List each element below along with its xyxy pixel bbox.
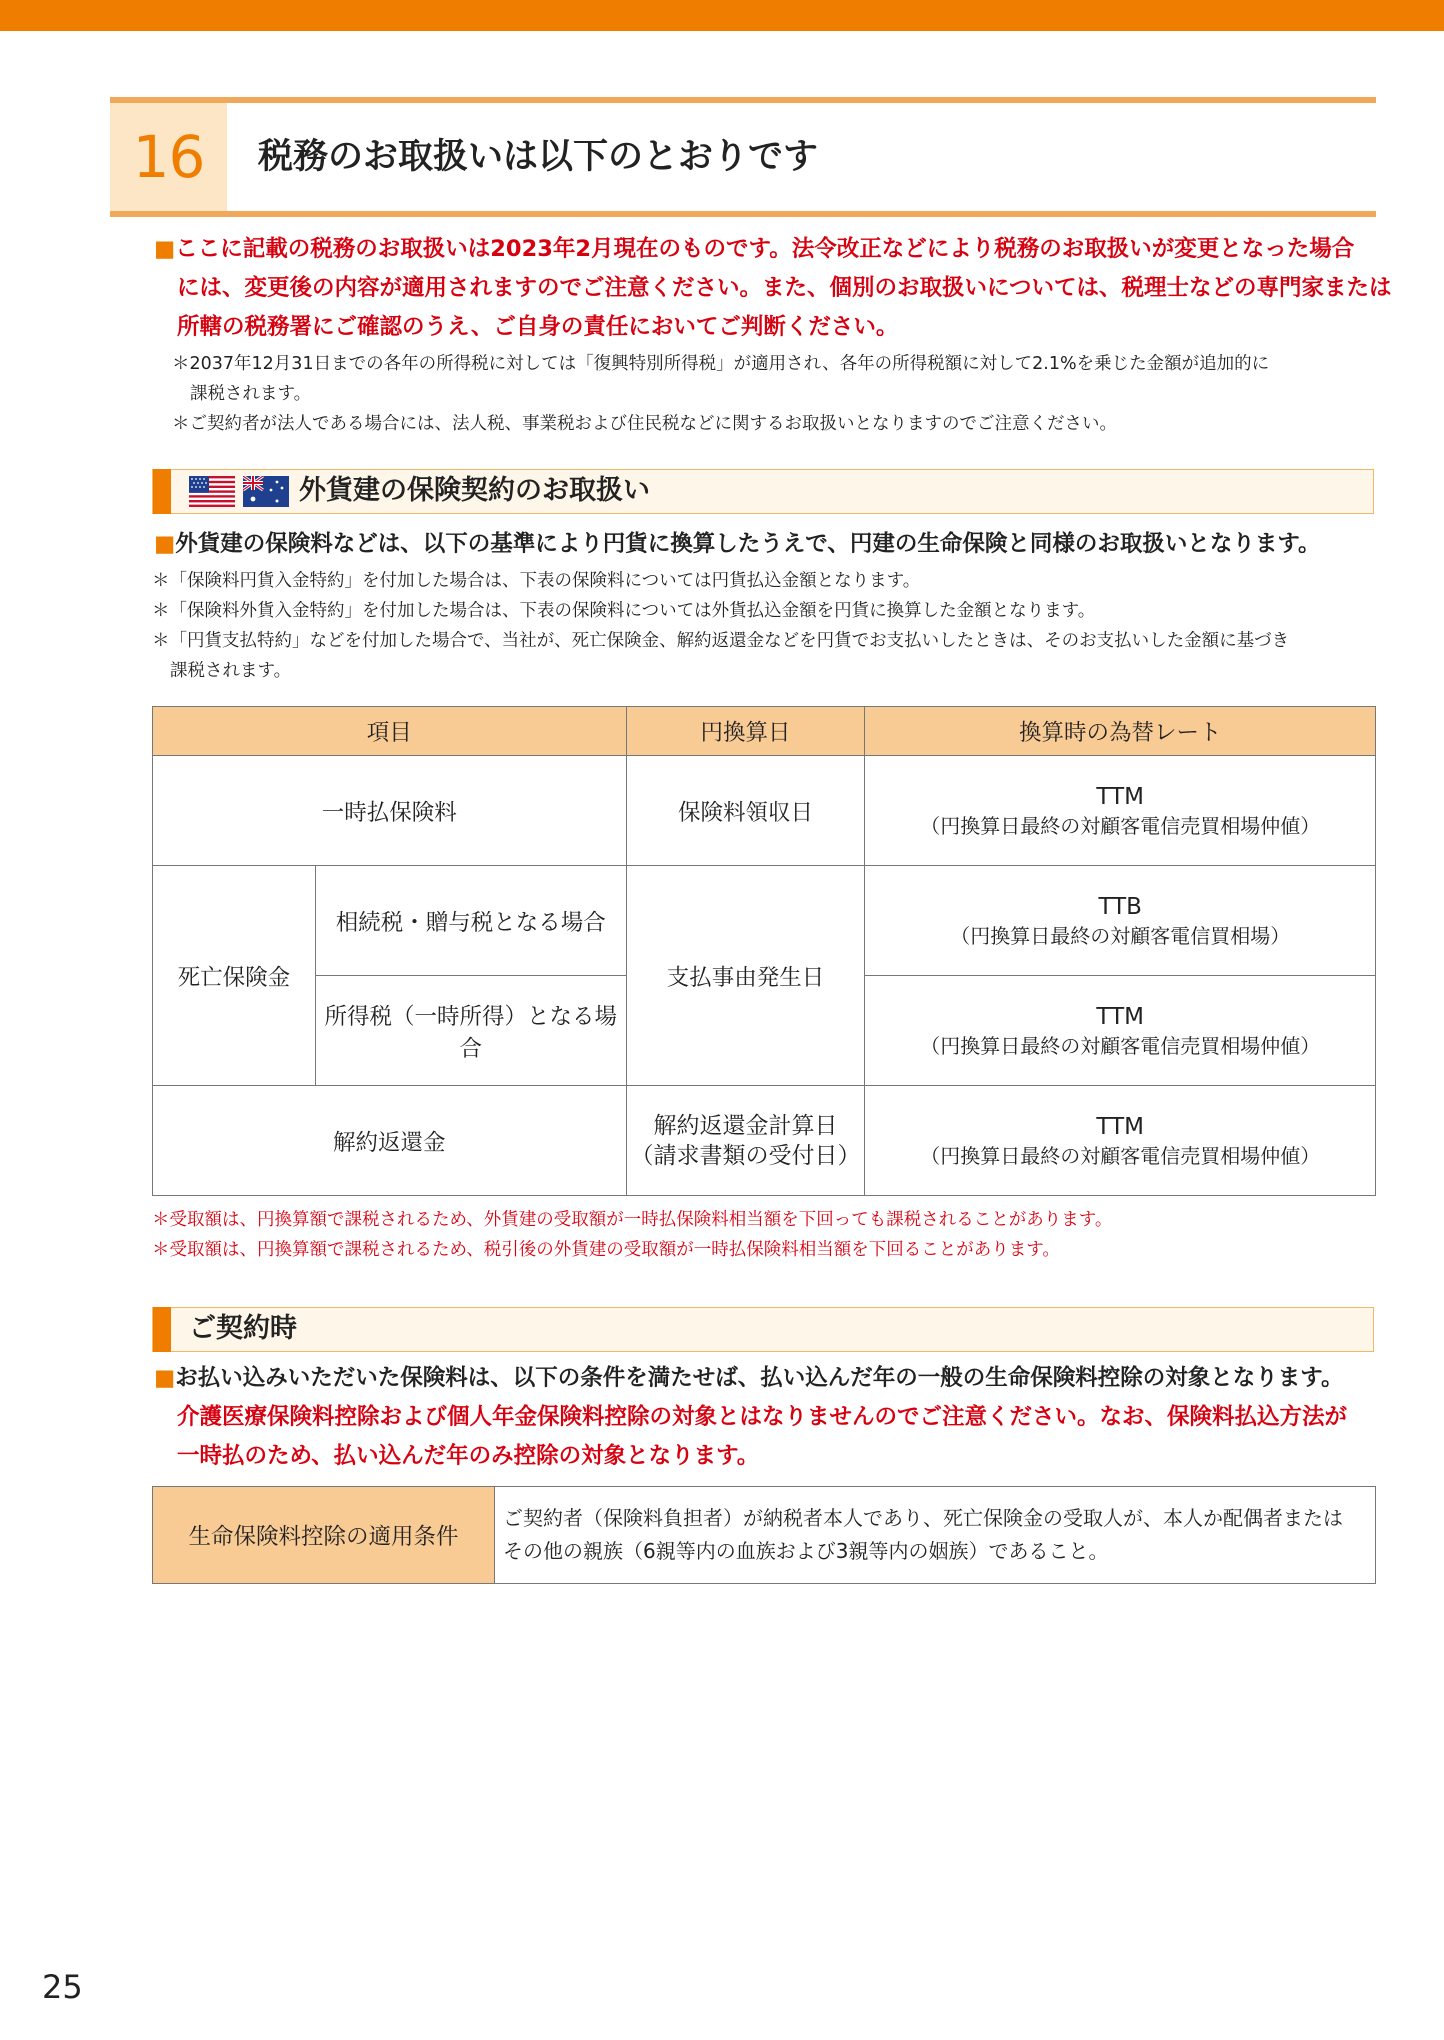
- cell-date: 保険料領収日: [626, 756, 865, 866]
- contract-lead: [154, 1359, 1347, 1398]
- intro-line-2: には、変更後の内容が適用されますのでご注意ください。また、個別のお取扱いについては、税理士などの専門家または: [177, 275, 1392, 301]
- asterisk-icon: ＊: [152, 571, 170, 591]
- rate-code: TTM: [1096, 1113, 1144, 1140]
- table-header-row: [153, 707, 1376, 756]
- square-bullet-icon: ■: [154, 1365, 176, 1391]
- note-text: 2037年12月31日までの各年の所得税に対しては「復興特別所得税」が適用され、各年の所得税額に対して2.1%を乗じた金額が追加的に: [189, 354, 1270, 374]
- rate-note: （円換算日最終の対顧客電信売買相場仲値）: [920, 1033, 1321, 1058]
- top-accent-bar: [0, 0, 1444, 31]
- deduction-value: [495, 1487, 1376, 1584]
- section-title-foreign: 外貨建の保険契約のお取扱い: [299, 475, 650, 506]
- rate-code: TTB: [1098, 893, 1142, 920]
- chapter-bottom-rule: [110, 211, 1376, 217]
- after-note-2: [152, 1235, 1112, 1265]
- rate-code: TTM: [1096, 1003, 1144, 1030]
- cell-rate: [865, 866, 1376, 976]
- section-title-contract: ご契約時: [189, 1313, 297, 1344]
- intro-note-2: [172, 409, 1269, 439]
- exchange-rate-table: [152, 706, 1376, 1196]
- section-header-contract: [152, 1307, 1374, 1352]
- deduction-label: 生命保険料控除の適用条件: [153, 1487, 495, 1584]
- cell-rate: [865, 976, 1376, 1086]
- foreign-note-3-cont: 課税されます。: [170, 661, 292, 681]
- foreign-note-2: [152, 596, 1289, 626]
- intro-notes: [172, 349, 1269, 439]
- table-row-lump-premium: [153, 756, 1376, 866]
- intro-note-1-cont: 課税されます。: [190, 384, 312, 404]
- header-item: 項目: [153, 707, 627, 756]
- cell-subitem: 相続税・贈与税となる場合: [315, 866, 626, 976]
- rate-note: （円換算日最終の対顧客電信売買相場仲値）: [920, 1143, 1321, 1168]
- asterisk-icon: ＊: [172, 354, 190, 374]
- foreign-note-3: [152, 626, 1289, 656]
- after-note-1: [152, 1205, 1112, 1235]
- au-flag-icon: [243, 476, 289, 507]
- cell-date: [626, 1086, 865, 1196]
- note-text: 「保険料円貨入金特約」を付加した場合は、下表の保険料については円貨払込金額となります。: [169, 571, 921, 591]
- foreign-lead: [154, 525, 1321, 564]
- foreign-after-notes: [152, 1205, 1112, 1265]
- cell-item: 一時払保険料: [153, 756, 627, 866]
- chapter-header: [110, 97, 1376, 217]
- square-bullet-icon: ■: [154, 531, 176, 557]
- foreign-note-1: [152, 566, 1289, 596]
- square-bullet-icon: ■: [154, 236, 176, 262]
- note-text: 「保険料外貨入金特約」を付加した場合は、下表の保険料については外貨払込金額を円貨に換算した金額となります。: [169, 601, 1096, 621]
- asterisk-icon: ＊: [152, 631, 170, 651]
- contract-lead-text: お払い込みいただいた保険料は、以下の条件を満たせば、払い込んだ年の一般の生命保険料控除の対象となります。: [175, 1365, 1344, 1391]
- cell-date-death: 支払事由発生日: [626, 866, 865, 1086]
- section-accent-bar: [153, 469, 171, 514]
- note-text: ご契約者が法人である場合には、法人税、事業税および住民税などに関するお取扱いとなりますのでご注意ください。: [189, 414, 1117, 434]
- date-main: 解約返還金計算日: [653, 1112, 838, 1139]
- cell-item: 解約返還金: [153, 1086, 627, 1196]
- cell-rate: [865, 756, 1376, 866]
- chapter-number: 16: [110, 103, 227, 211]
- foreign-lead-text: 外貨建の保険料などは、以下の基準により円貨に換算したうえで、円建の生命保険と同様のお取扱いとなります。: [175, 531, 1321, 557]
- asterisk-icon: ＊: [152, 1210, 170, 1230]
- note-text: 「円貨支払特約」などを付加した場合で、当社が、死亡保険金、解約返還金などを円貨でお支払いしたときは、そのお支払いした金額に基づき: [169, 631, 1290, 651]
- table-row-death-inheritance: [153, 866, 1376, 976]
- asterisk-icon: ＊: [152, 601, 170, 621]
- asterisk-icon: ＊: [152, 1240, 170, 1260]
- deduction-condition-table: [152, 1486, 1376, 1584]
- note-text: 受取額は、円換算額で課税されるため、外貨建の受取額が一時払保険料相当額を下回っても課税されることがあります。: [169, 1210, 1113, 1230]
- rate-note: （円換算日最終の対顧客電信売買相場仲値）: [920, 813, 1321, 838]
- note-text: 受取額は、円換算額で課税されるため、税引後の外貨建の受取額が一時払保険料相当額を下回ることがあります。: [169, 1240, 1060, 1260]
- table-row: [153, 1487, 1376, 1584]
- cell-rate: [865, 1086, 1376, 1196]
- rate-code: TTM: [1096, 783, 1144, 810]
- date-note: （請求書類の受付日）: [630, 1142, 861, 1169]
- section-header-foreign: [152, 469, 1374, 514]
- us-flag-icon: [189, 476, 235, 507]
- contract-red-line-1: 介護医療保険料控除および個人年金保険料控除の対象とはなりませんのでご注意ください。なお、保険料払込方法が: [177, 1404, 1348, 1430]
- table-row-surrender: [153, 1086, 1376, 1196]
- intro-paragraph: [154, 230, 1392, 347]
- section-accent-bar: [153, 1307, 171, 1352]
- deduction-line-1: ご契約者（保険料負担者）が納税者本人であり、死亡保険金の受取人が、本人か配偶者または: [503, 1506, 1343, 1530]
- contract-red-line-2: 一時払のため、払い込んだ年のみ控除の対象となります。: [177, 1443, 760, 1469]
- page-number: 25: [42, 1968, 83, 2006]
- deduction-line-2: その他の親族（6親等内の血族および3親等内の姻族）であること。: [503, 1539, 1109, 1563]
- intro-line-1: [154, 230, 1392, 269]
- intro-note-1: [172, 349, 1269, 379]
- rate-note: （円換算日最終の対顧客電信買相場）: [950, 923, 1291, 948]
- cell-subitem: 所得税（一時所得）となる場合: [315, 976, 626, 1086]
- header-conversion-date: 円換算日: [626, 707, 865, 756]
- asterisk-icon: ＊: [172, 414, 190, 434]
- intro-text: ここに記載の税務のお取扱いは2023年2月現在のものです。法令改正などにより税務のお取扱いが変更となった場合: [175, 236, 1355, 262]
- foreign-notes: [152, 566, 1289, 686]
- header-exchange-rate: 換算時の為替レート: [865, 707, 1376, 756]
- intro-line-3: 所轄の税務署にご確認のうえ、ご自身の責任においてご判断ください。: [177, 314, 899, 340]
- contract-paragraph: [154, 1359, 1347, 1476]
- chapter-title: 税務のお取扱いは以下のとおりです: [258, 137, 819, 177]
- cell-item-death: 死亡保険金: [153, 866, 316, 1086]
